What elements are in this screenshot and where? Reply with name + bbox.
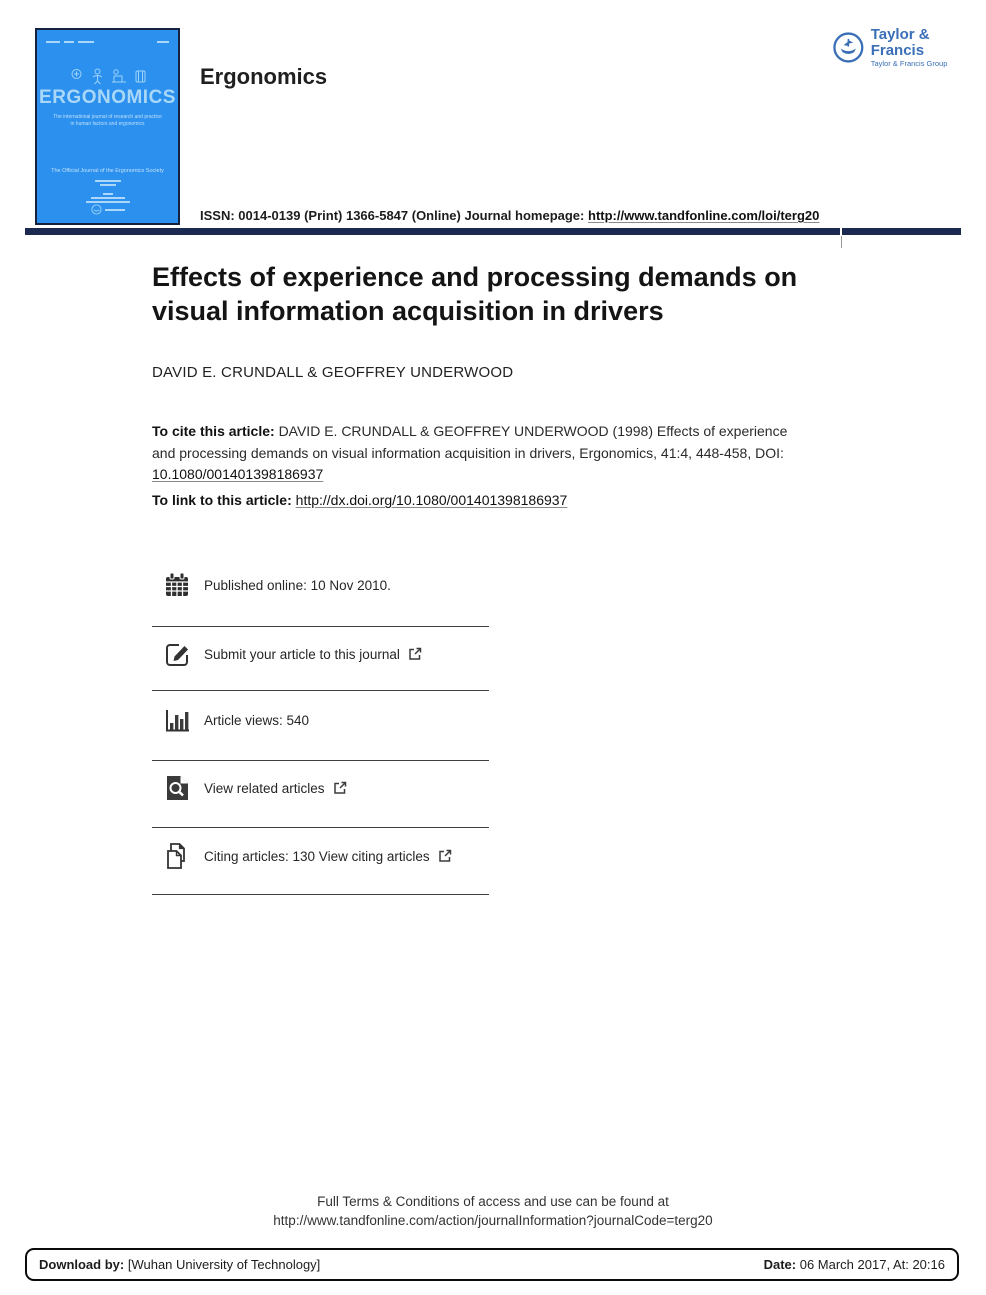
cover-subtitle-line1: The international journal of research and practice — [53, 114, 162, 120]
taylor-francis-logo — [833, 27, 986, 68]
header-divider-break — [840, 228, 842, 235]
submit-article-icon — [163, 640, 191, 668]
terms-url-link[interactable]: http://www.tandfonline.com/action/journalInformation?journalCode=terg20 — [273, 1213, 713, 1228]
cover-editor-text — [37, 193, 178, 195]
article-title: Effects of experience and processing demands on visual information acquisition in drivers — [152, 262, 798, 326]
taylor-francis-ship-icon — [833, 32, 864, 63]
issn-homepage-line — [200, 208, 840, 223]
cover-small-text — [37, 184, 178, 186]
row-divider — [152, 894, 489, 895]
issn-label: ISSN: — [200, 208, 235, 223]
article-link-line — [152, 492, 567, 508]
download-by — [39, 1257, 320, 1272]
issn-text: 0014-0139 (Print) 1366-5847 (Online) Journal homepage: — [238, 208, 585, 223]
journal-title: Ergonomics — [200, 64, 328, 89]
article-views-text: Article views: 540 — [204, 712, 310, 728]
cover-subtitle-line2: in human factors and ergonomics — [70, 121, 145, 127]
cite-text: DAVID E. CRUNDALL & GEOFFREY UNDERWOOD (1998) Effects of experience and processing demands on visual information acquisition in drivers, Ergonomics, 41:4, 448-458, DOI: — [152, 423, 788, 461]
calendar-icon — [163, 571, 191, 599]
link-label: To link to this article: — [152, 492, 292, 508]
column-rule — [841, 236, 842, 248]
row-divider — [152, 626, 489, 627]
bar-chart-icon — [163, 706, 191, 734]
cover-editor-text — [37, 197, 178, 199]
cover-pictograms-icon — [37, 68, 178, 85]
published-online-text: Published online: 10 Nov 2010. — [204, 577, 391, 593]
cover-publisher-logo-icon — [37, 204, 178, 215]
citing-articles-row[interactable] — [163, 841, 452, 871]
submit-article-row[interactable] — [163, 639, 422, 669]
citing-articles-label: Citing articles: 130 View citing articles — [204, 848, 430, 864]
date-label: Date: — [763, 1257, 797, 1272]
view-related-articles-row[interactable] — [163, 773, 347, 803]
external-link-icon — [408, 647, 422, 661]
cover-editor-text — [37, 201, 178, 203]
external-link-icon — [333, 781, 347, 795]
date-value: 06 March 2017, At: 20:16 — [799, 1257, 945, 1272]
submit-article-label: Submit your article to this journal — [204, 646, 400, 662]
row-divider — [152, 760, 489, 761]
citing-articles-icon — [163, 842, 191, 870]
publisher-name: Taylor & Francis — [870, 26, 930, 59]
row-divider — [152, 827, 489, 828]
cite-label: To cite this article: — [152, 423, 275, 439]
download-by-value: [Wuhan University of Technology] — [127, 1257, 321, 1272]
article-views-row — [163, 705, 309, 735]
journal-cover-thumbnail — [35, 28, 180, 225]
external-link-icon — [438, 849, 452, 863]
article-authors: DAVID E. CRUNDALL & GEOFFREY UNDERWOOD — [152, 364, 514, 381]
journal-homepage-link[interactable]: http://www.tandfonline.com/loi/terg20 — [588, 208, 820, 223]
citation-paragraph — [152, 421, 804, 486]
doi-link[interactable]: 10.1080/001401398186937 — [152, 466, 324, 482]
download-date — [764, 1257, 945, 1272]
terms-and-conditions — [98, 1192, 888, 1230]
cover-small-text — [37, 180, 178, 182]
cover-journal-title: ERGONOMICS — [39, 87, 176, 108]
related-articles-icon — [163, 774, 191, 802]
cover-society-line: The Official Journal of the Ergonomics Society — [51, 168, 164, 174]
row-divider — [152, 690, 489, 691]
published-online-row — [163, 570, 391, 600]
view-related-label: View related articles — [204, 780, 325, 796]
cover-issue-info — [46, 41, 169, 43]
article-doi-url-link[interactable]: http://dx.doi.org/10.1080/001401398186937 — [295, 492, 568, 508]
download-info-bar — [25, 1248, 959, 1281]
header-divider-bar — [25, 228, 961, 235]
download-by-label: Download by: — [39, 1257, 125, 1272]
terms-line: Full Terms & Conditions of access and use can be found at — [317, 1194, 669, 1209]
publisher-group: Taylor & Francis Group — [870, 59, 948, 68]
